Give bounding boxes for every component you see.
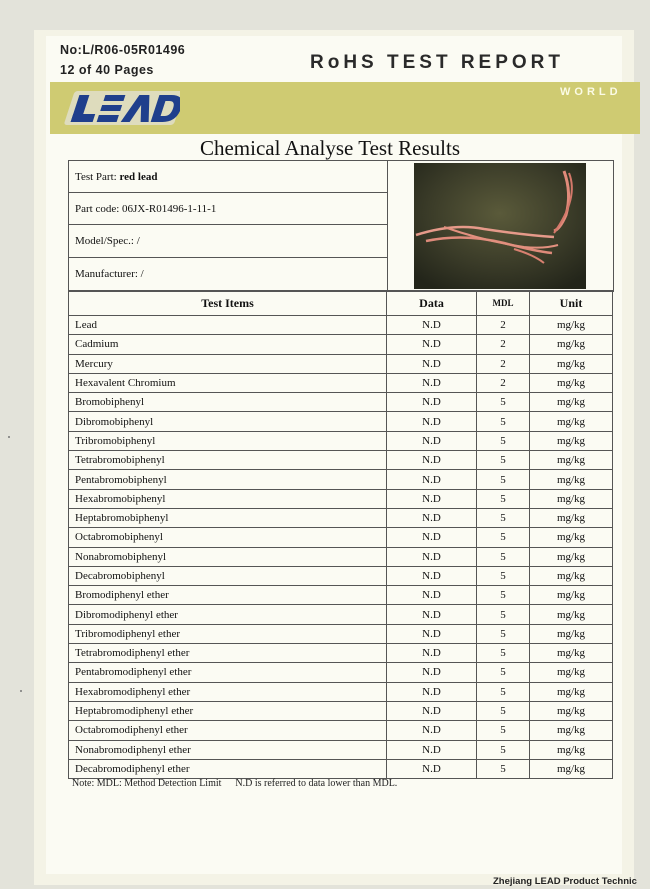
cell-unit: mg/kg (530, 489, 613, 508)
cell-test-item: Pentabromodiphenyl ether (69, 663, 387, 682)
cell-test-item: Dibromodiphenyl ether (69, 605, 387, 624)
cell-test-item: Octabromobiphenyl (69, 528, 387, 547)
cell-mdl: 5 (477, 566, 530, 585)
cell-mdl: 5 (477, 508, 530, 527)
cell-test-item: Bromobiphenyl (69, 393, 387, 412)
part-code: Part code: 06JX-R01496-1-11-1 (75, 202, 217, 215)
cell-mdl: 5 (477, 740, 530, 759)
cell-unit: mg/kg (530, 566, 613, 585)
table-row (69, 528, 613, 547)
cell-mdl: 5 (477, 605, 530, 624)
lead-logo-icon (62, 87, 180, 129)
table-row (69, 566, 613, 585)
table-body (69, 316, 613, 779)
cell-mdl: 5 (477, 586, 530, 605)
cell-data: N.D (387, 740, 477, 759)
cell-data: N.D (387, 489, 477, 508)
table-row (69, 663, 613, 682)
cell-data: N.D (387, 663, 477, 682)
cell-test-item: Hexabromobiphenyl (69, 489, 387, 508)
results-table (68, 290, 613, 779)
table-row (69, 451, 613, 470)
cell-test-item: Heptabromodiphenyl ether (69, 701, 387, 720)
cell-unit: mg/kg (530, 682, 613, 701)
page-count: 12 of 40 Pages (60, 63, 154, 77)
cell-unit: mg/kg (530, 605, 613, 624)
cell-data: N.D (387, 412, 477, 431)
header-data: Data (387, 291, 477, 316)
cell-test-item: Cadmium (69, 335, 387, 354)
part-code-row (69, 193, 388, 225)
cell-data: N.D (387, 644, 477, 663)
table-row (69, 605, 613, 624)
cell-unit: mg/kg (530, 451, 613, 470)
cell-test-item: Tetrabromodiphenyl ether (69, 644, 387, 663)
cell-unit: mg/kg (530, 528, 613, 547)
table-row (69, 547, 613, 566)
cell-test-item: Mercury (69, 354, 387, 373)
cell-unit: mg/kg (530, 335, 613, 354)
report-number: No:L/R06-05R01496 (60, 43, 186, 57)
cell-mdl: 5 (477, 489, 530, 508)
scan-speck (20, 690, 22, 692)
cell-data: N.D (387, 605, 477, 624)
cell-data: N.D (387, 354, 477, 373)
cell-mdl: 5 (477, 663, 530, 682)
cell-mdl: 2 (477, 373, 530, 392)
cell-mdl: 5 (477, 412, 530, 431)
cell-data: N.D (387, 547, 477, 566)
cell-mdl: 5 (477, 682, 530, 701)
cell-unit: mg/kg (530, 373, 613, 392)
cell-data: N.D (387, 451, 477, 470)
table-row (69, 759, 613, 778)
cell-data: N.D (387, 682, 477, 701)
cell-data: N.D (387, 335, 477, 354)
cell-test-item: Hexabromodiphenyl ether (69, 682, 387, 701)
cell-test-item: Nonabromodiphenyl ether (69, 740, 387, 759)
table-row (69, 586, 613, 605)
cell-data: N.D (387, 316, 477, 335)
cell-unit: mg/kg (530, 721, 613, 740)
cell-data: N.D (387, 528, 477, 547)
manufacturer-row (69, 258, 388, 290)
cell-unit: mg/kg (530, 586, 613, 605)
cell-unit: mg/kg (530, 431, 613, 450)
cell-unit: mg/kg (530, 412, 613, 431)
cell-unit: mg/kg (530, 759, 613, 778)
cell-data: N.D (387, 759, 477, 778)
cell-mdl: 5 (477, 528, 530, 547)
cell-unit: mg/kg (530, 624, 613, 643)
cell-unit: mg/kg (530, 701, 613, 720)
cell-test-item: Heptabromobiphenyl (69, 508, 387, 527)
cell-mdl: 5 (477, 547, 530, 566)
sample-photo-cell (387, 160, 614, 292)
table-row (69, 354, 613, 373)
cell-data: N.D (387, 586, 477, 605)
table-header-row (69, 291, 613, 316)
cell-data: N.D (387, 721, 477, 740)
cell-mdl: 5 (477, 759, 530, 778)
cell-test-item: Tetrabromobiphenyl (69, 451, 387, 470)
cell-test-item: Decabromodiphenyl ether (69, 759, 387, 778)
cell-unit: mg/kg (530, 354, 613, 373)
cell-unit: mg/kg (530, 316, 613, 335)
table-row (69, 644, 613, 663)
cell-mdl: 5 (477, 431, 530, 450)
table-row (69, 431, 613, 450)
table-row (69, 316, 613, 335)
sample-info-box (68, 160, 389, 292)
cell-data: N.D (387, 624, 477, 643)
table-row (69, 470, 613, 489)
cell-test-item: Dibromobiphenyl (69, 412, 387, 431)
table-row (69, 682, 613, 701)
cell-mdl: 2 (477, 335, 530, 354)
cell-mdl: 5 (477, 393, 530, 412)
cell-mdl: 2 (477, 316, 530, 335)
table-row (69, 489, 613, 508)
table-row (69, 335, 613, 354)
red-wire-sample-image (414, 163, 586, 289)
cell-test-item: Tribromodiphenyl ether (69, 624, 387, 643)
cell-unit: mg/kg (530, 663, 613, 682)
table-row (69, 721, 613, 740)
cell-mdl: 2 (477, 354, 530, 373)
world-label: WORLD (560, 86, 622, 98)
cell-test-item: Nonabromobiphenyl (69, 547, 387, 566)
cell-mdl: 5 (477, 721, 530, 740)
cell-unit: mg/kg (530, 740, 613, 759)
cell-unit: mg/kg (530, 470, 613, 489)
cell-data: N.D (387, 373, 477, 392)
table-row (69, 740, 613, 759)
test-part-value: red lead (119, 170, 158, 183)
footnote-nd: N.D is referred to data lower than MDL. (235, 778, 398, 789)
cell-mdl: 5 (477, 701, 530, 720)
cell-data: N.D (387, 701, 477, 720)
table-row (69, 373, 613, 392)
cell-data: N.D (387, 393, 477, 412)
cell-test-item: Pentabromobiphenyl (69, 470, 387, 489)
cell-data: N.D (387, 431, 477, 450)
document-title: Chemical Analyse Test Results (199, 136, 461, 160)
cell-unit: mg/kg (530, 508, 613, 527)
cell-mdl: 5 (477, 451, 530, 470)
header-mdl: MDL (477, 291, 530, 316)
cell-mdl: 5 (477, 624, 530, 643)
report-title: RoHS TEST REPORT (310, 52, 565, 73)
table-row (69, 412, 613, 431)
cell-unit: mg/kg (530, 547, 613, 566)
header-test-items: Test Items (69, 291, 387, 316)
cell-test-item: Tribromobiphenyl (69, 431, 387, 450)
table-row (69, 508, 613, 527)
cell-unit: mg/kg (530, 644, 613, 663)
cell-mdl: 5 (477, 644, 530, 663)
cell-test-item: Bromodiphenyl ether (69, 586, 387, 605)
cell-data: N.D (387, 566, 477, 585)
header-unit: Unit (530, 291, 613, 316)
company-name: Zhejiang LEAD Product Technic (493, 876, 637, 887)
model-spec: Model/Spec.: / (75, 235, 140, 247)
cell-test-item: Octabromodiphenyl ether (69, 721, 387, 740)
cell-unit: mg/kg (530, 393, 613, 412)
footnote-mdl: Note: MDL: Method Detection Limit (72, 778, 222, 789)
footnote (72, 778, 397, 789)
cell-test-item: Decabromobiphenyl (69, 566, 387, 585)
cell-mdl: 5 (477, 470, 530, 489)
test-part-row (69, 161, 388, 193)
test-part-label: Test Part: (75, 170, 120, 183)
cell-data: N.D (387, 508, 477, 527)
manufacturer: Manufacturer: / (75, 268, 144, 280)
cell-test-item: Lead (69, 316, 387, 335)
cell-test-item: Hexavalent Chromium (69, 373, 387, 392)
scan-speck (8, 436, 10, 438)
table-row (69, 701, 613, 720)
model-spec-row (69, 225, 388, 258)
table-row (69, 624, 613, 643)
cell-data: N.D (387, 470, 477, 489)
table-row (69, 393, 613, 412)
